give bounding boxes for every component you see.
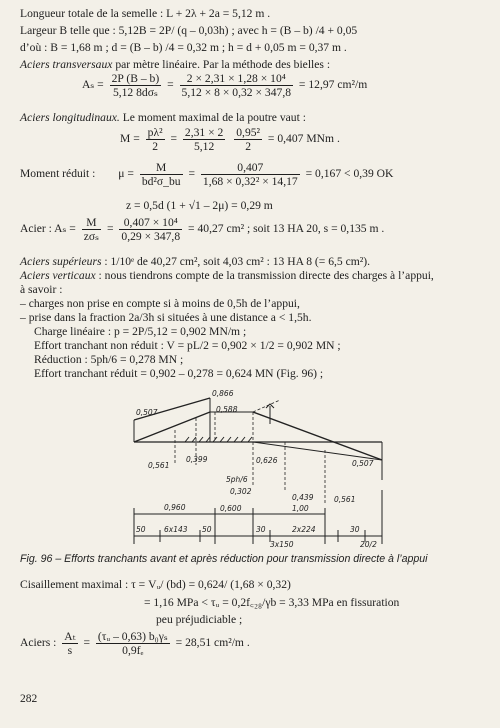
eq-rhs: = 0,167 < 0,39 OK	[305, 167, 394, 181]
equation-final	[20, 630, 250, 657]
text-line: Charge linéaire : p = 2P/5,12 = 0,902 MN/m ;	[34, 325, 247, 338]
fraction	[110, 72, 162, 99]
text-line: à savoir :	[20, 283, 63, 296]
figure-caption: Fig. 96 – Efforts tranchants avant et après réduction pour transmission directe à l’appui	[20, 553, 428, 565]
fraction	[146, 126, 165, 153]
frac-den: 5,12 × 8 × 0,32 × 347,8	[181, 86, 292, 99]
label-0302: 0,302	[230, 487, 252, 496]
equation-acier	[20, 216, 384, 243]
label-5ph6: 5ph/6	[226, 475, 248, 484]
label-0439: 0,439	[292, 493, 314, 502]
text-span: : nous tiendrons compte de la transmission directe des charges à l’appui,	[95, 269, 434, 282]
label-bar5: 2x224	[292, 525, 316, 534]
frac-num: pλ²	[147, 126, 163, 139]
eq-sign: =	[106, 222, 114, 236]
frac-den: 0,9fₑ	[122, 644, 144, 657]
text-line: Longueur totale de la semelle : L + 2λ + 2a = 5,12 m .	[20, 7, 271, 20]
equation-z: z = 0,5d (1 + √1 – 2μ) = 0,29 m	[126, 199, 273, 212]
frac-den: 0,29 × 347,8	[121, 230, 181, 243]
text-line	[20, 111, 306, 125]
eq-sign: =	[167, 78, 174, 92]
text-span: Le moment maximal de la poutre vaut :	[119, 111, 306, 124]
label-bar3: 50	[202, 525, 212, 534]
frac-num: M	[82, 216, 101, 230]
frac-num: 0,407 × 10⁴	[119, 216, 182, 230]
frac-num: 2,31 × 2	[184, 126, 224, 139]
section-heading: Aciers verticaux	[20, 269, 96, 282]
text-span: par mètre linéaire. Par la méthode des bielles :	[112, 58, 331, 71]
shear-line	[253, 412, 382, 460]
frac-den: 1,68 × 0,32² × 14,17	[202, 175, 298, 188]
text-line: d’où : B = 1,68 m ; d = (B – b) /4 = 0,32 m ; h = d + 0,05 m = 0,37 m .	[20, 41, 347, 54]
label-0866: 0,866	[212, 390, 234, 398]
text-line: Largeur B telle que : 5,12B = 2P/ (q – 0,03h) ; avec h = (B – b) /4 + 0,05	[20, 24, 358, 37]
label-0561: 0,561	[148, 461, 170, 470]
text-span: : 1/10ᵉ de 40,27 cm², soit 4,03 cm² : 13 HA 8 (= 6,5 cm²).	[101, 255, 371, 268]
fraction	[183, 126, 225, 153]
frac-num: 2 × 2,31 × 1,28 × 10⁴	[180, 72, 293, 86]
text-line: – charges non prise en compte si à moins de 0,5h de l’appui,	[20, 297, 300, 310]
eq-sign: =	[170, 132, 178, 146]
text-line: Effort tranchant réduit = 0,902 – 0,278 = 0,624 MN (Fig. 96) ;	[34, 367, 324, 380]
eq-rhs: = 40,27 cm² ; soit 13 HA 20, s = 0,135 m .	[188, 222, 385, 236]
text-line	[20, 269, 434, 283]
label-0588: 0,588	[216, 405, 238, 414]
equation-m	[120, 126, 340, 153]
label-bar1: 50	[136, 525, 146, 534]
text-line	[20, 255, 370, 269]
label-0626: 0,626	[256, 456, 278, 465]
label-0960: 0,960	[164, 503, 186, 512]
frac-num: 0,407	[201, 161, 300, 175]
label-0507: 0,507	[136, 408, 158, 417]
label-0507-right: 0,507	[352, 459, 374, 468]
frac-den: 5,12 8dσₛ	[112, 86, 158, 99]
label-100: 1,00	[292, 504, 309, 513]
fraction	[180, 72, 293, 99]
fraction	[234, 126, 262, 153]
frac-num: 0,95²	[236, 126, 261, 139]
fraction	[82, 216, 101, 243]
fraction	[201, 161, 300, 188]
equation-mu	[20, 161, 393, 188]
text-line: Effort tranchant non réduit : V = pL/2 = 0,902 × 1/2 = 0,902 MN ;	[34, 339, 341, 352]
label-0561-right: 0,561	[334, 495, 356, 504]
text-line: – prise dans la fraction 2a/3h si situées à une distance a < 1,5h.	[20, 311, 312, 324]
section-heading: Aciers supérieurs	[20, 255, 102, 268]
page-number: 282	[20, 693, 38, 705]
section-heading: Aciers longitudinaux.	[20, 111, 120, 124]
eq-rhs: = 0,407 MNm .	[267, 132, 340, 146]
fraction	[62, 630, 77, 657]
text-line: peu préjudiciable ;	[156, 613, 243, 626]
frac-den: 2	[245, 140, 252, 153]
eq-sign: =	[83, 636, 90, 650]
frac-num: (τᵤ – 0,63) b₀γₛ	[97, 630, 168, 643]
label-0399: 0,399	[186, 455, 208, 464]
eq-rhs: = 12,97 cm²/m	[298, 78, 368, 92]
frac-num: M	[140, 161, 183, 175]
label-bar7: 30	[350, 525, 360, 534]
eq-rhs: = 28,51 cm²/m .	[175, 636, 250, 650]
frac-den: zσₛ	[83, 230, 100, 243]
fraction	[119, 216, 182, 243]
eq-lhs: μ =	[118, 167, 134, 181]
section-heading: Aciers transversaux	[20, 58, 113, 71]
label-0600: 0,600	[220, 504, 242, 513]
dash-line	[253, 400, 280, 412]
eq-lhs: Aciers :	[20, 636, 57, 650]
shear-force-diagram	[120, 390, 390, 550]
eq-lhs: Aₛ =	[82, 78, 104, 92]
label-bar2: 6x143	[164, 525, 188, 534]
label-bar6: 3x150	[270, 540, 294, 549]
eq-lhs: M =	[120, 132, 140, 146]
fraction	[140, 161, 183, 188]
text-line: = 1,16 MPa < τᵤ = 0,2f꜀₂₈/γb = 3,33 MPa en fissuration	[144, 596, 400, 609]
frac-den: 5,12	[193, 140, 215, 153]
eq-lhs: Acier : Aₛ =	[20, 222, 76, 236]
text-line: Cisaillement maximal : τ = Vᵤ/ (bd) = 0,624/ (1,68 × 0,32)	[20, 578, 291, 591]
equation-as	[82, 72, 367, 99]
frac-den: 2	[152, 140, 158, 153]
frac-den: bd²σ_bu	[141, 175, 181, 188]
frac-num: Aₜ	[64, 630, 76, 643]
reduction-arrow	[266, 404, 274, 424]
eq-sign: =	[188, 167, 195, 181]
support-hatch	[185, 437, 252, 442]
text-line: Réduction : 5ph/6 = 0,278 MN ;	[34, 353, 184, 366]
frac-num: 2P (B – b)	[111, 72, 160, 85]
label-bar8: 20/2	[360, 540, 377, 549]
frac-den: s	[67, 644, 73, 657]
eq-label: Moment réduit :	[20, 167, 96, 181]
text-line	[20, 58, 330, 72]
fraction	[96, 630, 170, 657]
label-bar4: 30	[256, 525, 266, 534]
